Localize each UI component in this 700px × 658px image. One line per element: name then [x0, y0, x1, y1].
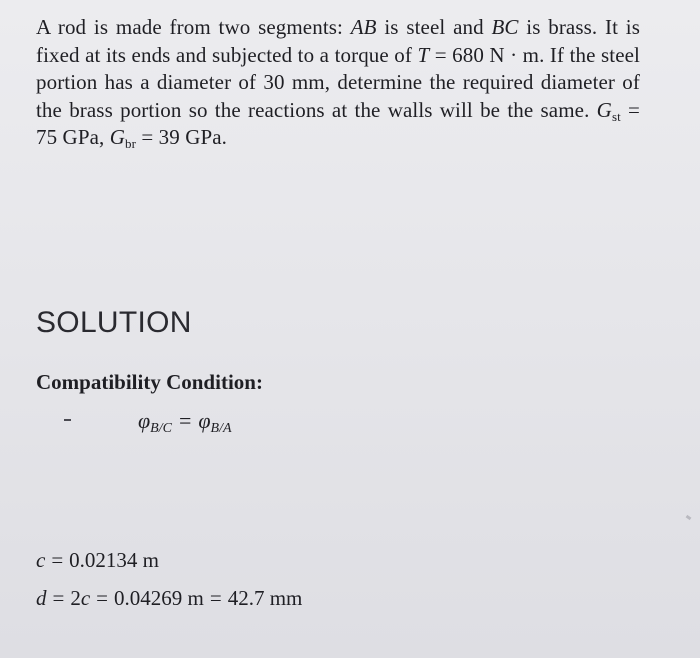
variable-c: c	[80, 586, 91, 610]
problem-text: = 39 GPa.	[136, 125, 228, 149]
equals-sign: =	[96, 586, 109, 610]
variable-c: c	[36, 548, 46, 572]
steel-subscript: st	[611, 108, 621, 124]
problem-text: is steel and	[376, 15, 492, 39]
phi-symbol: φ	[198, 408, 211, 433]
result-c-line	[36, 548, 159, 573]
equals-sign: =	[52, 586, 65, 610]
equation-subscript: B/C	[150, 421, 172, 436]
equals-sign: =	[209, 586, 222, 610]
equals-sign: =	[51, 548, 64, 572]
segment-bc-label: BC	[491, 15, 519, 39]
segment-ab-label: AB	[350, 15, 377, 39]
compatibility-heading: Compatibility Condition:	[36, 370, 263, 394]
problem-text: is brass. It is fixed at its ends and subjected to a torque of	[36, 15, 640, 67]
final-answer: 42.7 mm	[227, 586, 303, 610]
problem-statement	[36, 14, 640, 152]
problem-text: = 680 N · m. If the steel portion has a diameter of 30 mm, determine the required diameter of the brass portion so the reactions at the walls will be the same.	[36, 42, 640, 122]
result-d-line	[36, 586, 302, 611]
problem-text: A rod is made from two segments:	[36, 15, 351, 39]
compatibility-equation	[138, 408, 232, 434]
page-speck	[686, 515, 692, 520]
shear-modulus-symbol: G	[596, 97, 612, 122]
equals-sign: =	[178, 408, 192, 433]
solution-heading: SOLUTION	[36, 306, 192, 339]
shear-modulus-symbol: G	[109, 125, 125, 149]
variable-d: d	[36, 586, 47, 610]
coefficient: 2	[70, 586, 81, 610]
brass-subscript: br	[124, 136, 137, 151]
equation-subscript: B/A	[210, 421, 232, 436]
result-value: 0.04269 m	[114, 586, 204, 610]
phi-symbol: φ	[138, 408, 151, 433]
dash-mark	[64, 419, 71, 421]
torque-symbol: T	[417, 42, 430, 67]
problem-text: = 75 GPa,	[36, 97, 640, 149]
result-value: 0.02134 m	[69, 548, 160, 572]
